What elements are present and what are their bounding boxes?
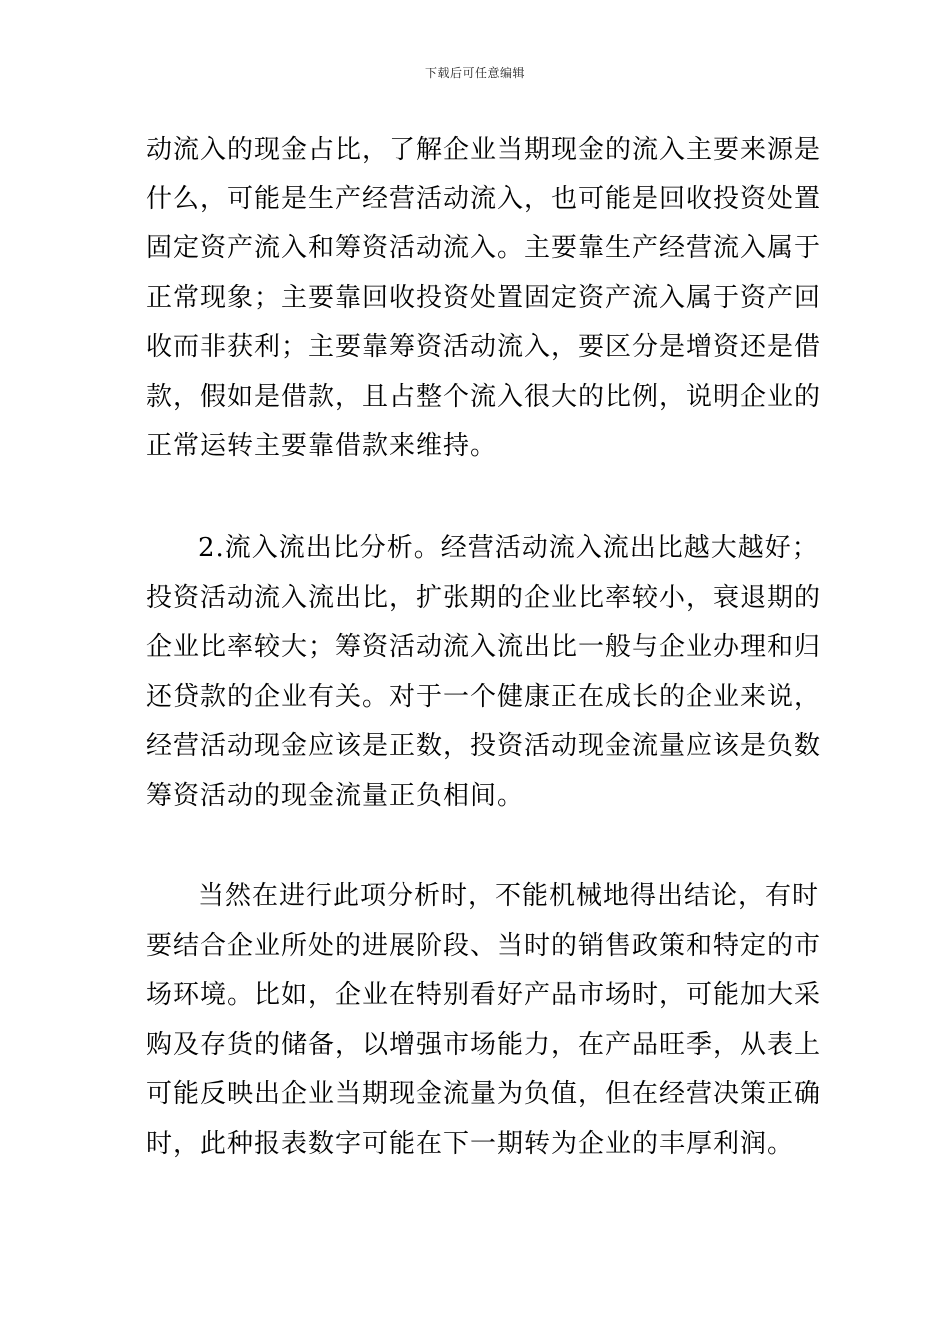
- paragraph-3-line-6: 时，此种报表数字可能在下一期转为企业的丰厚利润。: [146, 1129, 795, 1159]
- paragraph-3-line-1: 当然在进行此项分析时，不能机械地得出结论，有时: [198, 881, 820, 911]
- paragraph-1-line-4: 正常现象；主要靠回收投资处置固定资产流入属于资产回: [146, 283, 822, 313]
- paragraph-3-line-4: 购及存货的储备，以增强市场能力，在产品旺季，从表上: [146, 1030, 822, 1060]
- paragraph-2-line-3: 企业比率较大；筹资活动流入流出比一般与企业办理和归: [146, 632, 822, 662]
- paragraph-1-line-7: 正常运转主要靠借款来维持。: [146, 431, 498, 461]
- paragraph-1-line-3: 固定资产流入和筹资活动流入。主要靠生产经营流入属于: [146, 233, 822, 263]
- paragraph-2-line-6: 筹资活动的现金流量正负相间。: [146, 781, 525, 811]
- paragraph-2-line-1: 2.流入流出比分析。经营活动流入流出比越大越好；: [198, 533, 819, 563]
- paragraph-2-line-2: 投资活动流入流出比，扩张期的企业比率较小，衰退期的: [146, 583, 822, 613]
- paragraph-1-line-1: 动流入的现金占比，了解企业当期现金的流入主要来源是: [146, 135, 822, 165]
- paragraph-3-line-3: 场环境。比如，企业在特别看好产品市场时，可能加大采: [146, 980, 822, 1010]
- paragraph-2-line-4: 还贷款的企业有关。对于一个健康正在成长的企业来说，: [146, 682, 822, 712]
- paragraph-3-line-2: 要结合企业所处的进展阶段、当时的销售政策和特定的市: [146, 931, 822, 961]
- paragraph-1-line-6: 款，假如是借款，且占整个流入很大的比例，说明企业的: [146, 382, 822, 412]
- paragraph-1-line-2: 什么，可能是生产经营活动流入，也可能是回收投资处置: [146, 184, 822, 214]
- page-header: 下载后可任意编辑: [424, 66, 525, 80]
- paragraph-1-line-5: 收而非获利；主要靠筹资活动流入，要区分是增资还是借: [146, 332, 822, 362]
- paragraph-3-line-5: 可能反映出企业当期现金流量为负值，但在经营决策正确: [146, 1079, 822, 1109]
- paragraph-2-line-5: 经营活动现金应该是正数，投资活动现金流量应该是负数: [146, 731, 822, 761]
